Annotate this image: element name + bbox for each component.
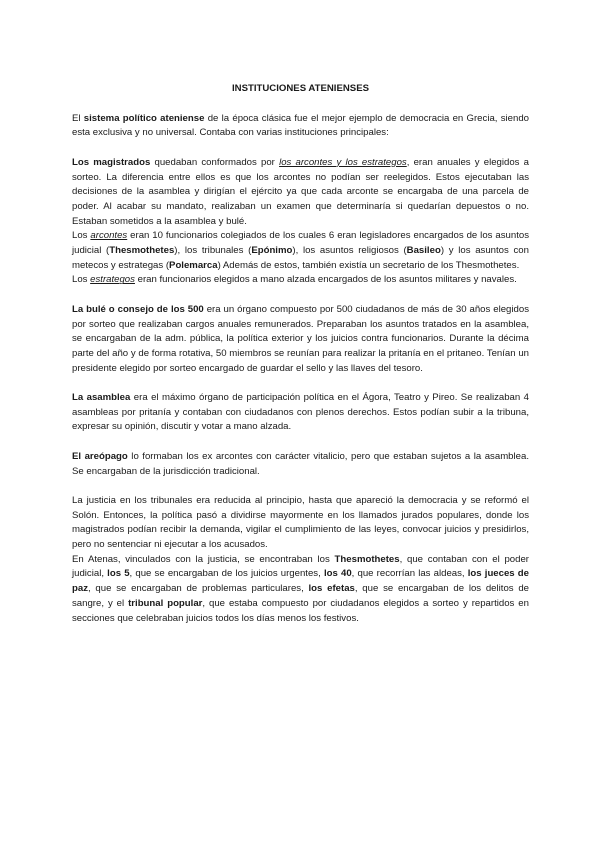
paragraph-areopago: El areópago lo formaban los ex arcontes con carácter vitalicio, pero que estaban sujetos a la asamblea. Se encargaban de la jurisdicción tradicional. [72,450,529,477]
paragraph-estrategos: Los estrategos eran funcionarios elegidos a mano alzada encargados de los asuntos militares y navales. [72,274,517,286]
paragraph-justicia: La justicia en los tribunales era reducida al principio, hasta que apareció la democracia y se reformó el Solón. Entonces, la política pasó a dividirse mayormente en los llamados jurados populares, donde los magistrados podían recibir la demanda, vigilar el cumplimiento de las leyes, convocar juicios y presidirlos, pero no sentenciar ni ejecutar a los acusados. [72,494,529,551]
paragraph-magistrados: Los magistrados quedaban conformados por los arcontes y los estrategos, eran anuales y elegidos a sorteo. La diferencia entre ellos es que los arcontes no podían ser reelegidos. Estos ejecutaban las decisiones de la asamblea y dirigían el ejército ya que cada arconte se encargaba de una parcela de poder. Al acabar su mandato, realizaban un examen que determinaría si quedarían depuestos o no. Estaban sometidos a la asamblea y bulé. [72,156,530,227]
paragraph-asamblea: La asamblea era el máximo órgano de participación política en el Ágora, Teatro y Pireo. Se realizaban 4 asambleas por pritanía y contaban con ciudadanos con plenos derechos. Estos podían subir a la tribuna, expresar su opinión, discutir y votar a mano alzada. [72,392,529,433]
paragraph-bule: La bulé o consejo de los 500 era un órgano compuesto por 500 ciudadanos de más de 30 años elegidos por sorteo que realizaban cargos anuales remunerados. Preparaban los asuntos tratados en la asamblea, se encargaban de la adm. pública, la política exterior y los juicios contra funcionarios. Durante la décima parte del año y de forma rotativa, 50 miembros se reunían para realizar la pritanía en el pritaneo. Tenían un presidente elegido por sorteo encargado de guardar el sello y las llaves del tesoro. [72,303,529,374]
paragraph-tribunales-atenas: En Atenas, vinculados con la justicia, se encontraban los Thesmothetes, que contaban con el poder judicial, los 5, que se encargaban de los juicios urgentes, los 40, que recorrían las aldeas, los jueces de paz, que se encargaban de problemas particulares, los efetas, que se encargaban de los delitos de sangre, y el tribunal popular, que estaba compuesto por ciudadanos elegidos a sorteo y repartidos en secciones que celebraban juicios todos los días menos los festivos. [72,553,530,624]
paragraph-sistema-politico: El sistema político ateniense de la época clásica fue el mejor ejemplo de democracia en Grecia, siendo esta exclusiva y no universal. Contaba con varias instituciones principales: [72,112,529,139]
document-body [72,82,529,626]
page-title: INSTITUCIONES ATENIENSES [232,83,369,94]
paragraph-arcontes: Los arcontes eran 10 funcionarios colegiados de los cuales 6 eran legisladores encargados de los asuntos judicial (Thesmothetes), los tribunales (Epónimo), los asuntos religiosos (Basileo) y los asuntos con metecos y estrategas (Polemarca) Además de estos, también existía un secretario de los Thesmothetes. [72,230,529,271]
